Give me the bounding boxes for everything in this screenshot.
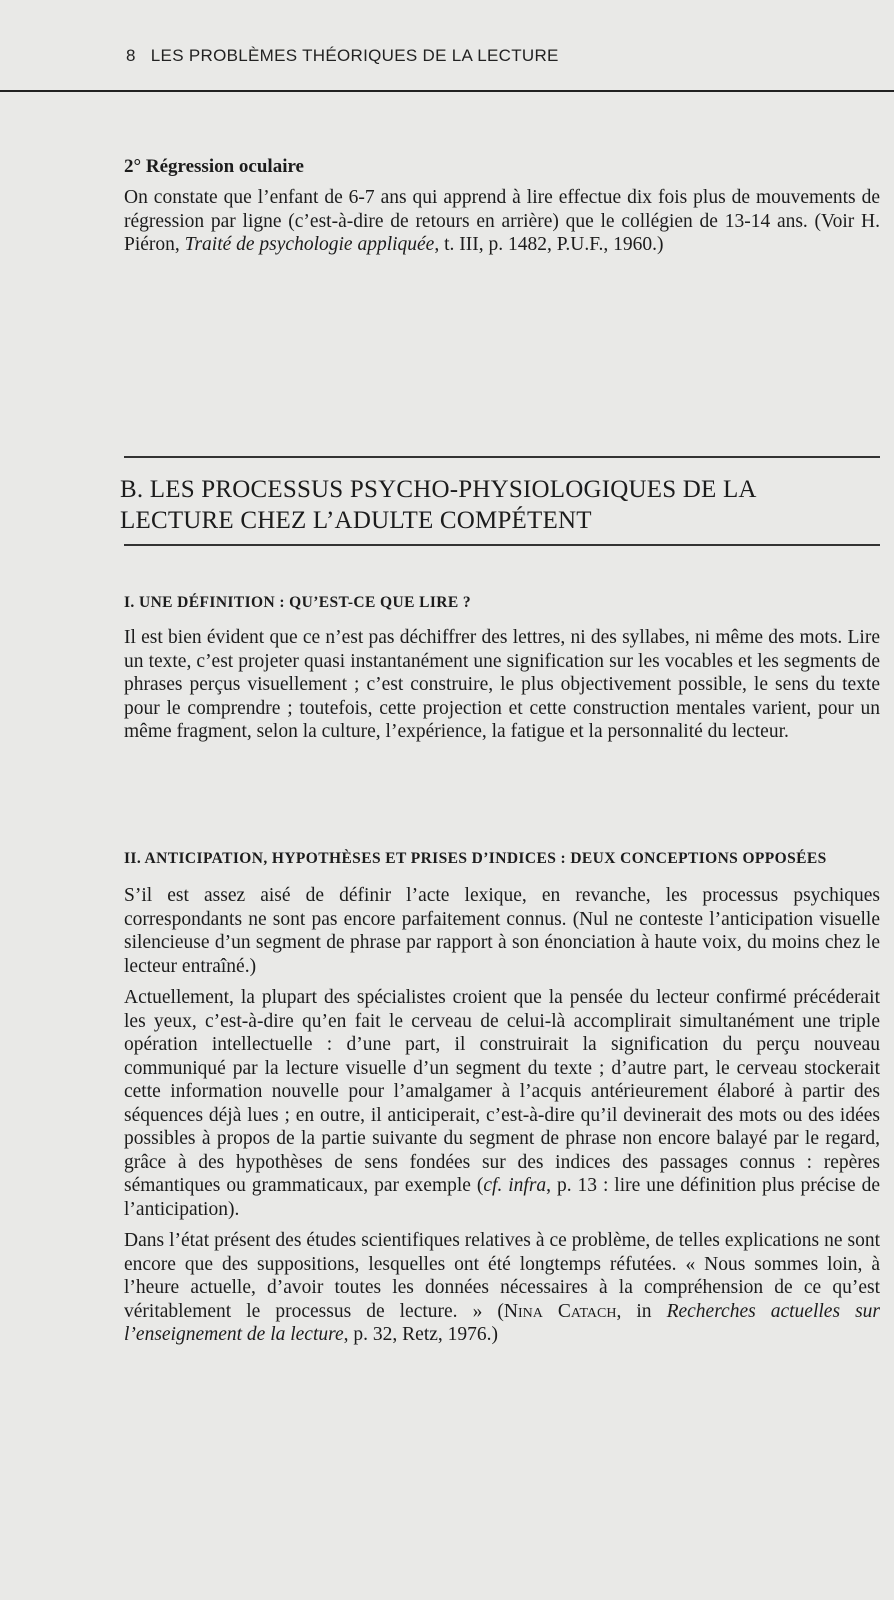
- citation-title: Traité de psychologie appliquée: [184, 234, 435, 255]
- definition-section: [124, 594, 880, 744]
- regression-paragraph: [124, 186, 880, 257]
- section-rule-bottom: [124, 544, 880, 546]
- section-b-title-line1: B. LES PROCESSUS PSYCHO-PHYSIOLOGIQUES DE LA: [120, 476, 757, 503]
- cf-infra: cf. infra: [483, 1175, 547, 1196]
- regression-heading: 2° Régression oculaire: [124, 156, 304, 177]
- section-b-title: [120, 474, 880, 536]
- citation-prefix: (Voir H. Piéron,: [124, 210, 880, 255]
- section-b-title-line2: LECTURE CHEZ L’ADULTE COMPÉTENT: [120, 507, 592, 534]
- para3-text: Dans l’état présent des études scientifiques relatives à ce problème, de telles explications ne sont encore que des suppositions, lesquelles ont été longtemps réfutées. « Nous sommes loin, à l’heure actuelle, d’avoir toutes les données nécessaires à la compréhension de ce qu’est véritablement le processus de lecture. » (: [124, 1230, 880, 1322]
- anticipation-paragraph-3: [124, 1229, 880, 1347]
- running-title: LES PROBLÈMES THÉORIQUES DE LA LECTURE: [150, 46, 559, 65]
- anticipation-section: [124, 850, 880, 1347]
- para3-author: Nina Catach: [503, 1300, 617, 1322]
- para2-end: , p. 13 : lire une définition plus précise de l’anticipation).: [124, 1175, 880, 1220]
- para2-text: Actuellement, la plupart des spécialistes croient que la pensée du lecteur confirmé précéderait les yeux, c’est-à-dire qu’en fait le cerveau de celui-là accomplirait simultanément une triple opération intellectuelle : d’une part, il construirait la signification du perçu nouveau communiqué par la lecture visuelle d’un segment du texte ; d’autre part, le cerveau stockerait cette information nouvelle pour l’amalgamer à l’acquis antérieurement élaboré à partir des séquences déjà lues ; en outre, il anticiperait, c’est-à-dire qu’il devinerait des mots ou des idées possibles à propos de la partie suivante du segment de phrase non encore balayé par le regard, grâce à des hypothèses de sens fondées sur des indices des passages connus : repères sémantiques ou grammaticaux, par exemple (: [124, 987, 880, 1196]
- definition-paragraph: Il est bien évident que ce n’est pas déchiffrer des lettres, ni des syllabes, ni même des mots. Lire un texte, c’est projeter quasi instantanément une signification sur les vocables et les segments de phrases perçus visuellement ; c’est construire, le plus objectivement possible, le sens du texte pour le comprendre ; toutefois, cette projection et cette construction mentales varient, pour un même fragment, selon la culture, l’expérience, la fatigue et la personnalité du lecteur.: [124, 627, 880, 742]
- para3-title: Recherches actuelles sur l’enseignement de la lecture: [124, 1300, 881, 1345]
- anticipation-heading: II. ANTICIPATION, HYPOTHÈSES ET PRISES D’INDICES : DEUX CONCEPTIONS OPPOSÉES: [124, 850, 827, 867]
- page-number: 8: [126, 46, 136, 65]
- section-rule-top: [124, 456, 880, 458]
- regression-text: On constate que l’enfant de 6-7 ans qui apprend à lire effectue dix fois plus de mouvements de régression par ligne (c’est-à-dire de retours en arrière) que le collégien de 13-14 ans.: [124, 187, 880, 232]
- para3-in: , in: [616, 1300, 667, 1322]
- anticipation-paragraph-1: S’il est assez aisé de définir l’acte lexique, en revanche, les processus psychiques correspondants ne sont pas encore parfaitement connus. (Nul ne conteste l’anticipation visuelle silencieuse d’un segment de phrase par rapport à son énonciation à haute voix, du moins chez le lecteur entraîné.): [124, 885, 880, 977]
- citation-suffix: , t. III, p. 1482, P.U.F., 1960.): [434, 234, 664, 255]
- definition-heading: I. UNE DÉFINITION : QU’EST-CE QUE LIRE ?: [124, 594, 472, 611]
- header-rule: [0, 90, 894, 92]
- running-head: [126, 46, 559, 66]
- para3-end: , p. 32, Retz, 1976.): [343, 1324, 499, 1345]
- regression-section: [124, 156, 880, 257]
- anticipation-paragraph-2: [124, 986, 880, 1221]
